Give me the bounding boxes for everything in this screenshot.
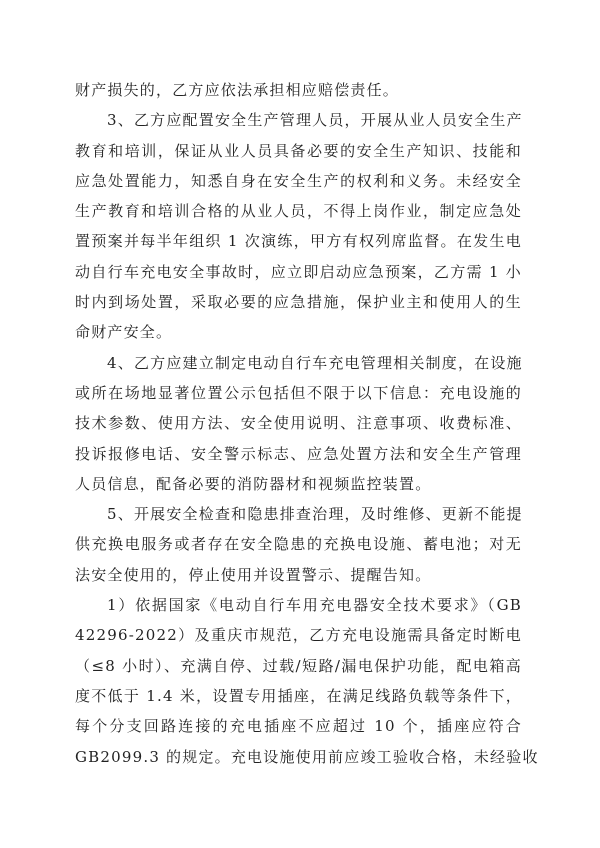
text-line: 5、开展安全检查和隐患排查治理，及时维修、更新不能提 <box>107 505 523 524</box>
paragraph-subitem-1-standards <box>75 590 539 772</box>
text-line: 1）依据国家《电动自行车用充电器安全技术要求》（GB <box>107 596 522 615</box>
text-line: 人员信息，配备必要的消防器材和视频监控装置。 <box>75 474 432 493</box>
text-line: 每个分支回路连接的充电插座不应超过 10 个，插座应符合 <box>75 717 522 736</box>
paragraph-item-5-inspection <box>75 499 522 590</box>
text-line: 财产损失的，乙方应依法承担相应赔偿责任。 <box>75 81 400 99</box>
paragraph-item-3-safety-personnel <box>75 105 522 347</box>
text-line: 动自行车充电安全事故时，应立即启动应急预案，乙方需 1 小 <box>75 262 522 281</box>
text-line: 或所在场地显著位置公示包括但不限于以下信息：充电设施的 <box>75 383 522 402</box>
paragraph-continuation <box>75 75 522 105</box>
text-line: 4、乙方应建立制定电动自行车充电管理相关制度，在设施 <box>107 353 523 372</box>
text-line: 教育和培训，保证从业人员具备必要的安全生产知识、技能和 <box>75 141 522 160</box>
text-line: 技术参数、使用方法、安全使用说明、注意事项、收费标准、 <box>75 414 522 433</box>
text-line: 投诉报修电话、安全警示标志、应急处置方法和安全生产管理 <box>75 444 522 463</box>
text-line: 法安全使用的，停止使用并设置警示、提醒告知。 <box>75 565 432 584</box>
text-line: 生产教育和培训合格的从业人员，不得上岗作业，制定应急处 <box>75 202 522 221</box>
text-line: GB2099.3 的规定。充电设施使用前应竣工验收合格，未经验收 <box>75 747 539 766</box>
text-line: 42296-2022）及重庆市规范，乙方充电设施需具备定时断电 <box>75 626 522 645</box>
text-line: 供充换电服务或者存在安全隐患的充换电设施、蓄电池；对无 <box>75 535 522 554</box>
text-line: 应急处置能力，知悉自身在安全生产的权利和义务。未经安全 <box>75 171 522 190</box>
text-line: 3、乙方应配置安全生产管理人员，开展从业人员安全生产 <box>107 111 523 130</box>
text-line: 度不低于 1.4 米，设置专用插座，在满足线路负载等条件下， <box>75 686 522 705</box>
text-line: 时内到场处置，采取必要的应急措施，保护业主和使用人的生 <box>75 293 522 312</box>
text-line: （≤8 小时）、充满自停、过载/短路/漏电保护功能，配电箱高 <box>75 656 522 675</box>
document-body <box>75 75 539 772</box>
text-line: 命财产安全。 <box>75 323 173 342</box>
text-line: 置预案并每半年组织 1 次演练，甲方有权列席监督。在发生电 <box>75 232 522 251</box>
paragraph-item-4-charging-rules <box>75 348 522 499</box>
